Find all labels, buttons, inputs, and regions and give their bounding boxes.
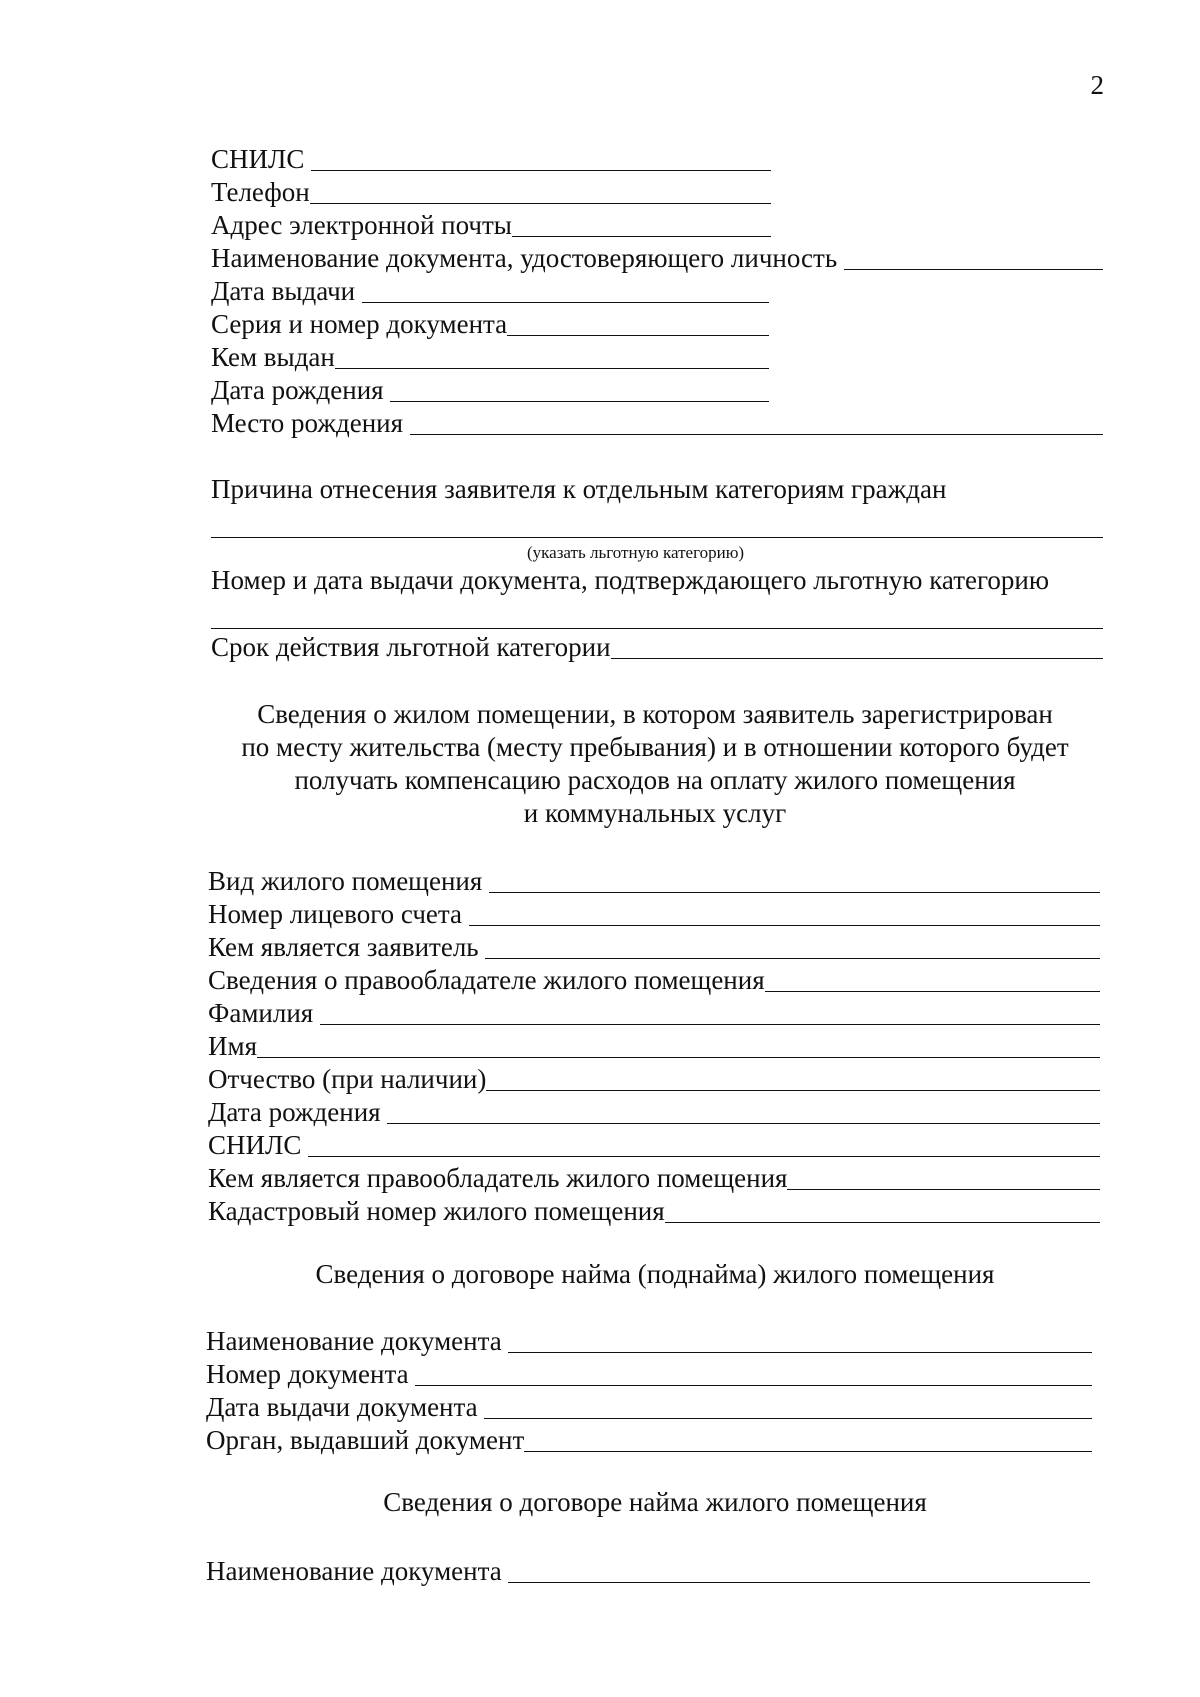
field-blank[interactable] <box>390 400 769 402</box>
field-label: Место рождения <box>211 408 410 438</box>
benefit-reason-label: Причина отнесения заявителя к отдельным категориям граждан <box>211 474 947 504</box>
field-label: Наименование документа <box>206 1556 509 1586</box>
field-label: Дата выдачи документа <box>206 1392 485 1422</box>
heading-line: по месту жительства (месту пребывания) и в отношении которого будет <box>241 732 1069 762</box>
field-blank[interactable] <box>524 1450 1092 1452</box>
field-first-name[interactable] <box>208 1033 1100 1060</box>
field-blank[interactable] <box>844 268 1103 270</box>
field-blank[interactable] <box>512 235 771 237</box>
field-label: Номер лицевого счета <box>208 899 469 929</box>
field-label: Номер документа <box>206 1359 416 1389</box>
field-owner-info[interactable] <box>208 967 1100 994</box>
field-label: СНИЛС <box>211 144 312 174</box>
field-blank[interactable] <box>415 1384 1092 1386</box>
field-birth-place[interactable] <box>211 410 1103 437</box>
field-label: Сведения о правообладателе жилого помещения <box>208 965 765 995</box>
field-owner-role[interactable] <box>208 1165 1100 1192</box>
field-housing-type[interactable] <box>208 868 1100 895</box>
housing-section-heading <box>190 698 1120 830</box>
field-label: Фамилия <box>208 998 320 1028</box>
field-label: Вид жилого помещения <box>208 866 490 896</box>
sublease-section-heading: Сведения о договоре найма (поднайма) жилого помещения <box>315 1259 995 1289</box>
field-sublease-doc-date[interactable] <box>206 1394 1092 1421</box>
field-issue-date[interactable] <box>211 278 769 305</box>
field-label: Дата рождения <box>211 375 391 405</box>
field-label: Кадастровый номер жилого помещения <box>208 1196 665 1226</box>
field-blank[interactable] <box>257 1056 1100 1058</box>
field-snils[interactable] <box>211 146 771 173</box>
field-applicant-role[interactable] <box>208 934 1100 961</box>
field-blank[interactable] <box>508 1351 1092 1353</box>
field-owner-snils[interactable] <box>208 1132 1100 1159</box>
field-label: Телефон <box>211 177 310 207</box>
field-label: Кем является заявитель <box>208 932 486 962</box>
field-issued-by[interactable] <box>211 344 769 371</box>
field-series-number[interactable] <box>211 311 769 338</box>
field-blank[interactable] <box>362 301 769 303</box>
field-blank[interactable] <box>310 202 771 204</box>
field-phone[interactable] <box>211 179 771 206</box>
field-account-number[interactable] <box>208 901 1100 928</box>
field-blank[interactable] <box>410 433 1103 435</box>
field-cadastral-number[interactable] <box>208 1198 1100 1225</box>
field-label: Кем является правообладатель жилого помещения <box>208 1163 788 1193</box>
field-blank[interactable] <box>665 1221 1100 1223</box>
page-number: 2 <box>1090 70 1104 100</box>
field-blank[interactable] <box>311 169 771 171</box>
field-blank[interactable] <box>765 990 1100 992</box>
lease-section-heading: Сведения о договоре найма жилого помещения <box>383 1487 927 1517</box>
benefit-document-label: Номер и дата выдачи документа, подтверждающего льготную категорию <box>211 565 1050 595</box>
field-label: Наименование документа, удостоверяющего личность <box>211 243 844 273</box>
benefit-reason-caption: (указать льготную категорию) <box>527 543 745 562</box>
field-lease-doc-name[interactable] <box>206 1558 1090 1585</box>
field-blank[interactable] <box>611 657 1103 659</box>
heading-line: получать компенсацию расходов на оплату жилого помещения <box>294 765 1016 795</box>
field-label: СНИЛС <box>208 1130 309 1160</box>
field-blank[interactable] <box>469 924 1100 926</box>
field-benefit-term[interactable] <box>211 634 1103 661</box>
field-blank[interactable] <box>485 957 1100 959</box>
field-email[interactable] <box>211 212 771 239</box>
field-sublease-issuer[interactable] <box>206 1427 1092 1454</box>
field-label: Отчество (при наличии) <box>208 1064 487 1094</box>
benefit-document-blank[interactable] <box>211 627 1103 629</box>
field-blank[interactable] <box>489 891 1100 893</box>
field-label: Адрес электронной почты <box>211 210 512 240</box>
field-blank[interactable] <box>484 1417 1092 1419</box>
heading-line: и коммунальных услуг <box>523 798 787 828</box>
field-birth-date[interactable] <box>211 377 769 404</box>
field-label: Наименование документа <box>206 1326 509 1356</box>
field-surname[interactable] <box>208 1000 1100 1027</box>
field-sublease-doc-name[interactable] <box>206 1328 1092 1355</box>
field-blank[interactable] <box>387 1122 1100 1124</box>
field-label: Кем выдан <box>211 342 335 372</box>
benefit-reason-blank[interactable] <box>211 536 1103 538</box>
field-blank[interactable] <box>787 1188 1100 1190</box>
field-label: Дата выдачи <box>211 276 362 306</box>
field-label: Имя <box>208 1031 258 1061</box>
field-sublease-doc-number[interactable] <box>206 1361 1092 1388</box>
field-blank[interactable] <box>335 367 769 369</box>
field-label: Серия и номер документа <box>211 309 508 339</box>
field-identity-document[interactable] <box>211 245 1103 272</box>
field-label: Орган, выдавший документ <box>206 1425 525 1455</box>
field-blank[interactable] <box>320 1023 1100 1025</box>
field-blank[interactable] <box>308 1155 1100 1157</box>
field-blank[interactable] <box>486 1089 1100 1091</box>
field-blank[interactable] <box>507 334 769 336</box>
field-blank[interactable] <box>508 1581 1090 1583</box>
field-patronymic[interactable] <box>208 1066 1100 1093</box>
heading-line: Сведения о жилом помещении, в котором заявитель зарегистрирован <box>257 699 1053 729</box>
field-label: Срок действия льготной категории <box>211 632 611 662</box>
field-label: Дата рождения <box>208 1097 388 1127</box>
field-owner-birth-date[interactable] <box>208 1099 1100 1126</box>
